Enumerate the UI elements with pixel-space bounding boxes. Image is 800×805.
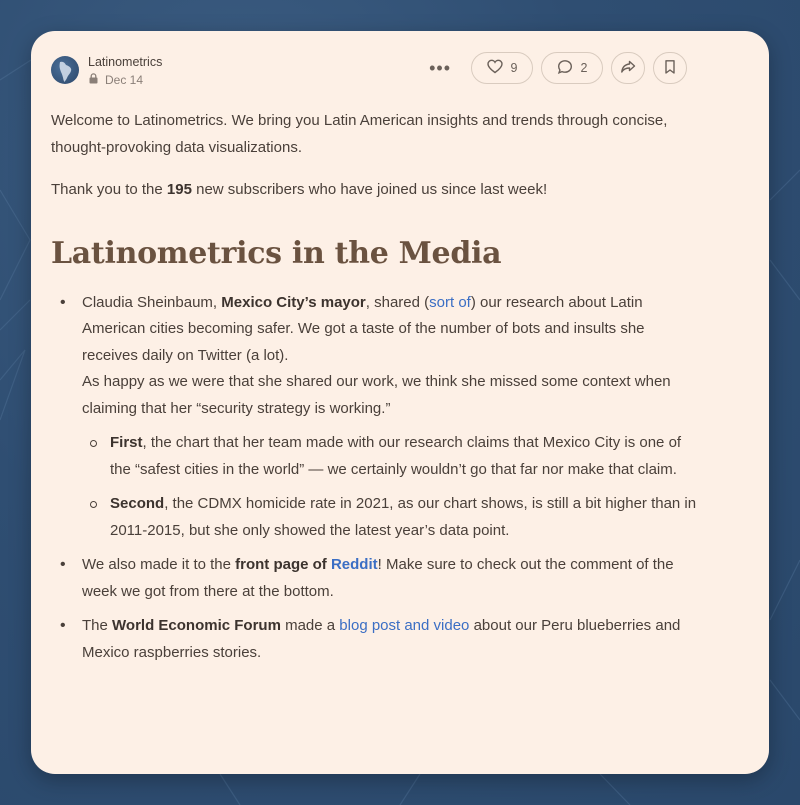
sort-of-link[interactable]: sort of: [429, 293, 471, 311]
sub-list: [82, 430, 701, 544]
latin-america-map-icon[interactable]: [51, 56, 79, 84]
like-button[interactable]: [471, 52, 533, 84]
sub1-bold: First: [110, 434, 143, 451]
section-heading: Latinometrics in the Media: [51, 235, 502, 271]
sub2-bold: Second: [110, 495, 165, 512]
reddit-link[interactable]: Reddit: [330, 556, 378, 573]
like-count: 9: [510, 61, 518, 75]
list-item-sheinbaum: [51, 290, 701, 545]
item2-bold-text: front page of: [235, 556, 331, 573]
author-name[interactable]: Latinometrics: [88, 55, 163, 69]
post-meta: [88, 73, 143, 87]
share-button[interactable]: [611, 52, 645, 84]
sub-item-first: [82, 430, 701, 483]
bookmark-icon: [663, 59, 677, 78]
list-item-wef: [51, 613, 701, 666]
item3-pre: The: [82, 617, 113, 634]
thanks-paragraph: [51, 177, 701, 204]
item3-mid: made a: [280, 617, 340, 634]
item1-pre: Claudia Sheinbaum,: [82, 293, 222, 311]
media-list: [51, 290, 701, 667]
subscriber-count: 195: [166, 181, 192, 198]
thanks-post: new subscribers who have joined us since last week!: [191, 181, 548, 198]
item1-mid: , shared (: [365, 293, 430, 311]
comment-icon: [557, 59, 573, 78]
item1-bold: Mexico City’s mayor: [221, 293, 366, 311]
post-actions: [429, 52, 687, 84]
comment-count: 2: [580, 61, 588, 75]
item1-line2: As happy as we were that she shared our work, we think she missed some context when claiming that her “security strategy is working.”: [82, 373, 671, 417]
item3-bold: World Economic Forum: [112, 617, 281, 634]
list-item-reddit: [51, 552, 701, 605]
post-body: [51, 108, 701, 674]
blog-post-link[interactable]: blog post and video: [339, 617, 470, 634]
sub-item-second: [82, 491, 701, 544]
share-icon: [620, 59, 636, 78]
item2-bold: [235, 556, 378, 573]
lock-icon: [88, 73, 99, 87]
item1-post: ) our research about Latin American cities becoming safer. We got a taste of the number of bots and insults she receives daily on Twitter (a lot).: [82, 293, 645, 364]
item2-pre: We also made it to the: [82, 556, 236, 573]
comment-button[interactable]: [541, 52, 603, 84]
post-header: [51, 55, 687, 91]
item2-post: ! Make sure to check out the comment of the week we got from there at the bottom.: [82, 556, 674, 600]
heart-icon: [487, 59, 503, 77]
item-text: [82, 290, 701, 370]
thanks-pre: Thank you to the: [51, 181, 167, 198]
bookmark-button[interactable]: [653, 52, 687, 84]
intro-paragraph: Welcome to Latinometrics. We bring you Latin American insights and trends through concise, thought-provoking data visualizations.: [51, 112, 668, 156]
sub1-text: , the chart that her team made with our research claims that Mexico City is one of the “safest cities in the world” — we certainly wouldn’t go that far nor make that claim.: [110, 434, 682, 478]
more-dots-icon[interactable]: •••: [429, 58, 451, 78]
sub2-text: , the CDMX homicide rate in 2021, as our chart shows, is still a bit higher than in 2011-2015, but she only showed the latest year’s data point.: [110, 495, 697, 539]
item3-post: about our Peru blueberries and Mexico raspberries stories.: [82, 617, 681, 661]
post-date: Dec 14: [105, 73, 144, 87]
